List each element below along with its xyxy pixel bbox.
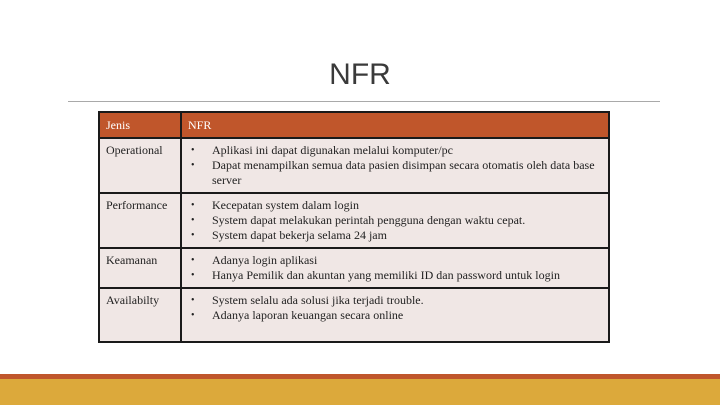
row-nfr-cell bbox=[181, 193, 609, 248]
header-nfr: NFR bbox=[181, 112, 609, 138]
list-item-text: Dapat menampilkan semua data pasien disimpan secara otomatis oleh data base server bbox=[212, 158, 595, 187]
bullet-list bbox=[188, 253, 602, 283]
nfr-table bbox=[98, 111, 610, 343]
list-item bbox=[188, 253, 602, 268]
row-nfr-cell bbox=[181, 138, 609, 193]
list-item-text: System selalu ada solusi jika terjadi trouble. bbox=[212, 293, 424, 307]
list-item-text: Adanya login aplikasi bbox=[212, 253, 318, 267]
row-jenis-cell: Operational bbox=[99, 138, 181, 193]
bullet-icon: • bbox=[191, 200, 195, 211]
bullet-icon: • bbox=[191, 295, 195, 306]
row-nfr-cell bbox=[181, 288, 609, 342]
row-nfr-cell bbox=[181, 248, 609, 288]
list-item bbox=[188, 308, 602, 323]
row-jenis-cell: Availabilty bbox=[99, 288, 181, 342]
list-item-text: Kecepatan system dalam login bbox=[212, 198, 359, 212]
list-item-text: System dapat bekerja selama 24 jam bbox=[212, 228, 387, 242]
list-item-text: Hanya Pemilik dan akuntan yang memiliki ID dan password untuk login bbox=[212, 268, 560, 282]
bullet-list bbox=[188, 293, 602, 323]
list-item bbox=[188, 143, 602, 158]
table-row bbox=[99, 193, 609, 248]
list-item bbox=[188, 213, 602, 228]
list-item bbox=[188, 293, 602, 308]
footer-band bbox=[0, 379, 720, 405]
table-row bbox=[99, 248, 609, 288]
list-item-text: Adanya laporan keuangan secara online bbox=[212, 308, 404, 322]
bullet-list bbox=[188, 198, 602, 243]
title-divider bbox=[68, 101, 660, 102]
slide-title: NFR bbox=[329, 58, 391, 91]
bullet-icon: • bbox=[191, 160, 195, 171]
table-row bbox=[99, 288, 609, 342]
table-row bbox=[99, 138, 609, 193]
list-item-text: Aplikasi ini dapat digunakan melalui komputer/pc bbox=[212, 143, 453, 157]
bullet-icon: • bbox=[191, 270, 195, 281]
bullet-icon: • bbox=[191, 215, 195, 226]
bullet-icon: • bbox=[191, 145, 195, 156]
list-item bbox=[188, 158, 602, 188]
bullet-icon: • bbox=[191, 310, 195, 321]
row-jenis-cell: Performance bbox=[99, 193, 181, 248]
list-item bbox=[188, 198, 602, 213]
row-jenis-cell: Keamanan bbox=[99, 248, 181, 288]
table-header-row bbox=[99, 112, 609, 138]
header-jenis: Jenis bbox=[99, 112, 181, 138]
list-item-text: System dapat melakukan perintah pengguna dengan waktu cepat. bbox=[212, 213, 526, 227]
list-item bbox=[188, 228, 602, 243]
bullet-list bbox=[188, 143, 602, 188]
list-item bbox=[188, 268, 602, 283]
bullet-icon: • bbox=[191, 255, 195, 266]
bullet-icon: • bbox=[191, 230, 195, 241]
